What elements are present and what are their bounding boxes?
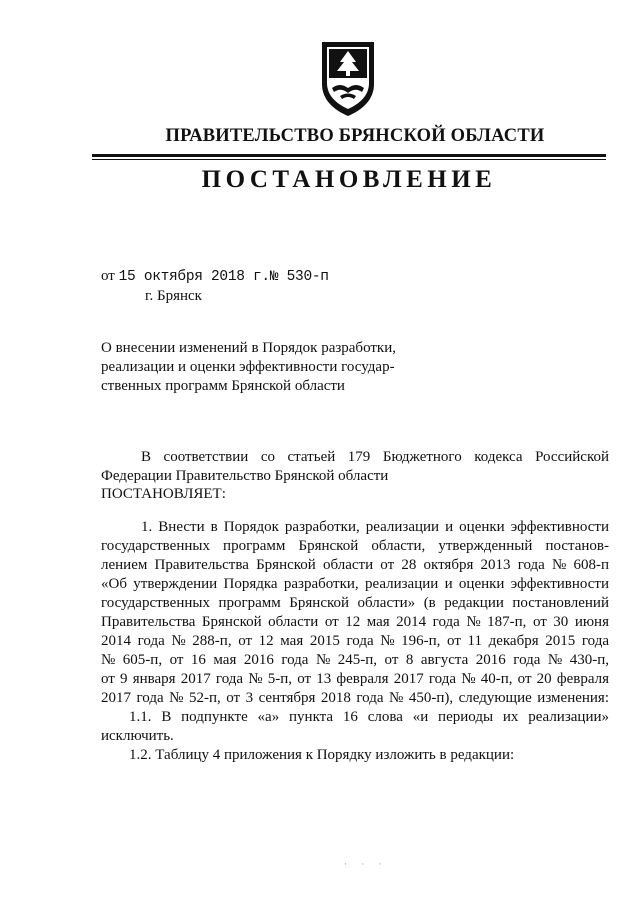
subject-line: О внесении изменений в Порядок разработки,	[101, 340, 396, 356]
date-prefix: от	[101, 268, 115, 284]
item-line: Правительства Брянской области от 12 мая 2014 года № 187-п, от 30 июня	[101, 614, 609, 630]
item-line: 2014 года № 288-п, от 12 мая 2015 года № 196-п, от 11 декабря 2015 года	[101, 633, 609, 649]
item-1-2-line: 1.2. Таблицу 4 приложения к Порядку изложить в редакции:	[129, 747, 515, 763]
item-line: государственных программ Брянской области» (в редакции постановлений	[101, 595, 609, 611]
date-number-line	[101, 268, 329, 285]
government-title: ПРАВИТЕЛЬСТВО БРЯНСКОЙ ОБЛАСТИ	[165, 126, 545, 146]
bryansk-coat-of-arms-icon	[318, 38, 378, 118]
scan-marks: · · ·	[344, 859, 388, 869]
document-type-heading: ПОСТАНОВЛЕНИЕ	[201, 166, 497, 193]
item-line: 2017 года № 52-п, от 3 сентября 2018 года № 450-п), следующие изменения:	[101, 690, 609, 706]
basis-line: Федерации Правительство Брянской области	[101, 468, 389, 484]
item-1-1-line: 1.1. В подпункте «а» пункта 16 слова «и периоды их реализации»	[129, 709, 609, 725]
item-line: «Об утверждении Порядка разработки, реализации и оценки эффективности	[101, 576, 609, 592]
header-divider-thick	[92, 154, 606, 157]
city-label: г. Брянск	[145, 288, 202, 304]
subject-line: реализации и оценки эффективности государ-	[101, 359, 395, 375]
header-divider-thin	[92, 159, 606, 160]
basis-paragraph	[101, 448, 609, 486]
item-line: лением Правительства Брянской области от 28 октября 2013 года № 608-п	[101, 557, 609, 573]
item-line: государственных программ Брянской области, утвержденный постанов-	[101, 538, 609, 554]
item-line: 1. Внести в Порядок разработки, реализации и оценки эффективности	[141, 519, 609, 535]
item-1-1-line: исключить.	[101, 728, 174, 744]
basis-line: В соответствии со статьей 179 Бюджетного кодекса Российской	[141, 449, 609, 465]
subject-heading	[101, 339, 431, 396]
item-line: от 9 января 2017 года № 5-п, от 13 февраля 2017 года № 40-п, от 20 февраля	[101, 671, 609, 687]
date-number-stamp: 15 октября 2018 г.№ 530-п	[118, 269, 329, 285]
subject-line: ственных программ Брянской области	[101, 378, 345, 394]
item-1-paragraph	[101, 518, 609, 765]
decree-word: ПОСТАНОВЛЯЕТ:	[101, 486, 226, 502]
item-line: № 605-п, от 16 мая 2016 года № 245-п, от 8 августа 2016 года № 430-п,	[101, 652, 609, 668]
